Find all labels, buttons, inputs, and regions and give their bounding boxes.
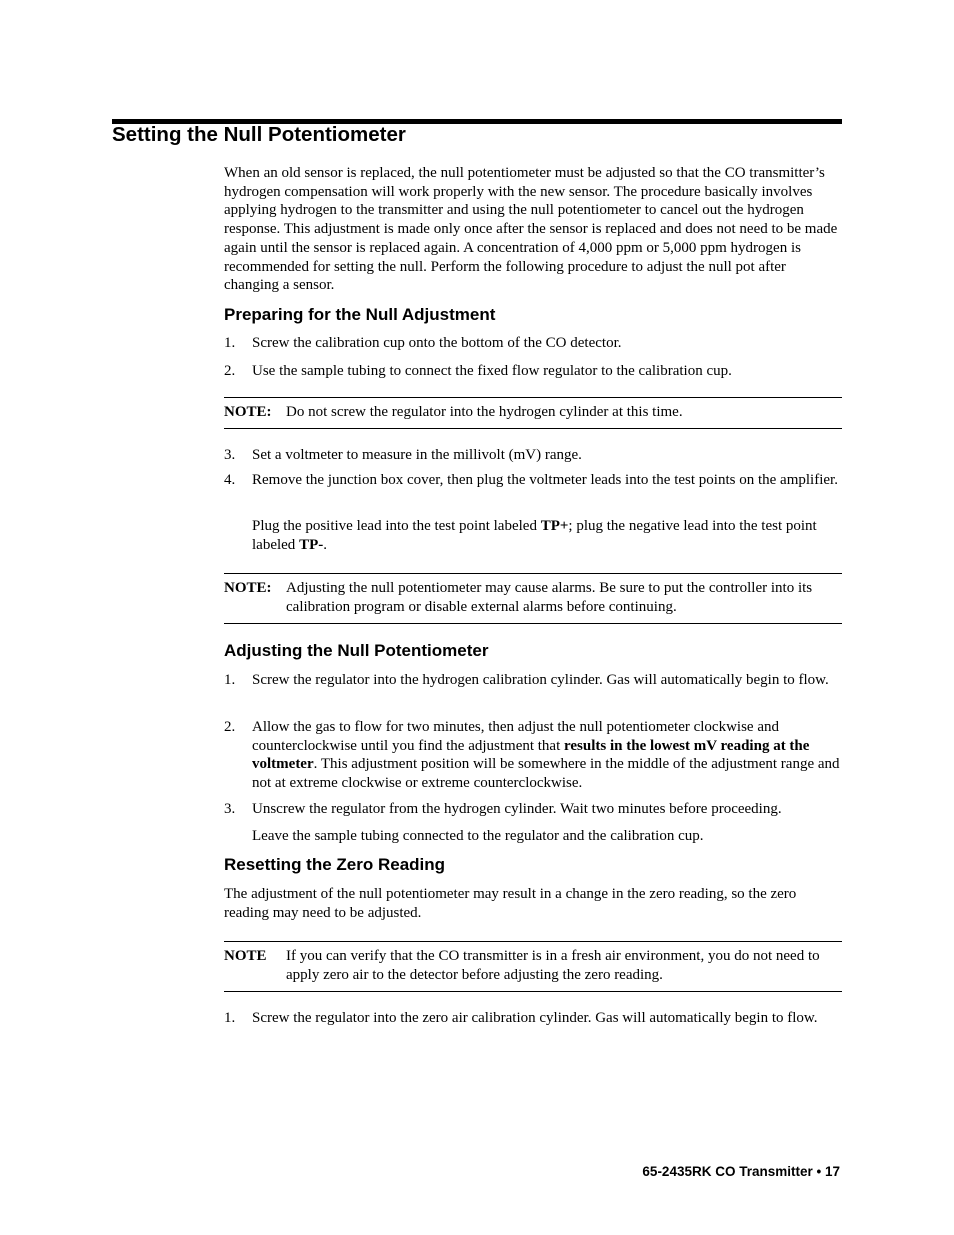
detail-text: ; plug the negative lead into the test point labeled	[252, 518, 817, 553]
step-text-part: Allow the gas to flow for two minutes, then adjust the null potentiometer clockwise and counterclockwise until you find the adjustment that	[252, 719, 779, 754]
note-text: Adjusting the null potentiometer may cause alarms. Be sure to put the controller into its calibration program or disable external alarms before continuing.	[286, 580, 813, 615]
list-item	[224, 334, 842, 353]
heading-resetting: Resetting the Zero Reading	[224, 855, 446, 874]
step-number: 1.	[224, 335, 236, 351]
step-emphasis: results in the lowest mV reading at the voltmeter	[252, 737, 810, 773]
step-text: Set a voltmeter to measure in the millivolt (mV) range.	[252, 447, 582, 463]
page-footer: 65-2435RK CO Transmitter • 17	[642, 1164, 840, 1179]
step-number: 1.	[224, 1010, 236, 1026]
note-text: Do not screw the regulator into the hydrogen cylinder at this time.	[286, 404, 683, 420]
step-text: Unscrew the regulator from the hydrogen cylinder. Wait two minutes before proceeding.	[252, 801, 782, 817]
note-label: NOTE:	[224, 404, 272, 420]
step-number: 3.	[224, 801, 236, 817]
intro-paragraph	[224, 164, 842, 295]
note-box	[224, 573, 842, 624]
list-item	[224, 671, 842, 690]
step-number: 1.	[224, 672, 236, 688]
step-number: 2.	[224, 719, 236, 735]
step-text: Screw the regulator into the hydrogen calibration cylinder. Gas will automatically begin to flow.	[252, 672, 829, 688]
step-text	[252, 718, 842, 793]
heading-adjusting: Adjusting the Null Potentiometer	[224, 641, 489, 660]
step-text: Screw the calibration cup onto the bottom of the CO detector.	[252, 335, 622, 351]
detail-text: Plug the positive lead into the test point labeled	[252, 518, 541, 534]
list-item	[224, 1009, 842, 1028]
list-item	[224, 800, 842, 819]
heading-preparing: Preparing for the Null Adjustment	[224, 305, 496, 324]
step-text: Screw the regulator into the zero air calibration cylinder. Gas will automatically begin to flow.	[252, 1010, 818, 1026]
step-text: Remove the junction box cover, then plug the voltmeter leads into the test points on the amplifier.	[252, 472, 838, 488]
list-item	[224, 446, 842, 465]
test-point-positive: TP+	[540, 518, 569, 534]
note-label: NOTE	[224, 948, 267, 964]
note-text: If you can verify that the CO transmitter is in a fresh air environment, you do not need to apply zero air to the detector before adjusting the zero reading.	[286, 948, 820, 983]
step-number: 2.	[224, 363, 236, 379]
section-title: Setting the Null Potentiometer	[112, 123, 406, 146]
list-item	[224, 718, 842, 793]
detail-text: .	[323, 536, 327, 553]
test-point-negative: TP-	[299, 536, 324, 553]
intro-text: When an old sensor is replaced, the null potentiometer must be adjusted so that the CO transmitter’s hydrogen compensation will work properly with the new sensor. The procedure basically involves applying hydrogen to the transmitter and using the null potentiometer to cancel out the hydrogen response. This adjustment is made only once after the sensor is replaced and does not need to be made again until the sensor is replaced again. A concentration of 4,000 ppm or 5,000 ppm hydrogen is recommended for setting the null. Perform the following procedure to adjust the null pot after changing a sensor.	[224, 165, 838, 294]
resetting-paragraph	[224, 885, 842, 922]
note-box	[224, 941, 842, 992]
step-text-part: . This adjustment position will be somewhere in the middle of the adjustment range and not at extreme clockwise or extreme counterclockwise.	[252, 756, 840, 792]
step-detail	[252, 517, 842, 554]
list-item	[224, 362, 842, 381]
step-detail: Leave the sample tubing connected to the regulator and the calibration cup.	[252, 828, 704, 844]
note-label: NOTE:	[224, 580, 272, 596]
step-text: Use the sample tubing to connect the fixed flow regulator to the calibration cup.	[252, 363, 732, 379]
step-number: 3.	[224, 447, 236, 463]
resetting-text: The adjustment of the null potentiometer may result in a change in the zero reading, so the zero reading may need to be adjusted.	[224, 886, 797, 921]
step-number: 4.	[224, 472, 236, 488]
note-box	[224, 397, 842, 429]
list-item	[224, 471, 842, 490]
